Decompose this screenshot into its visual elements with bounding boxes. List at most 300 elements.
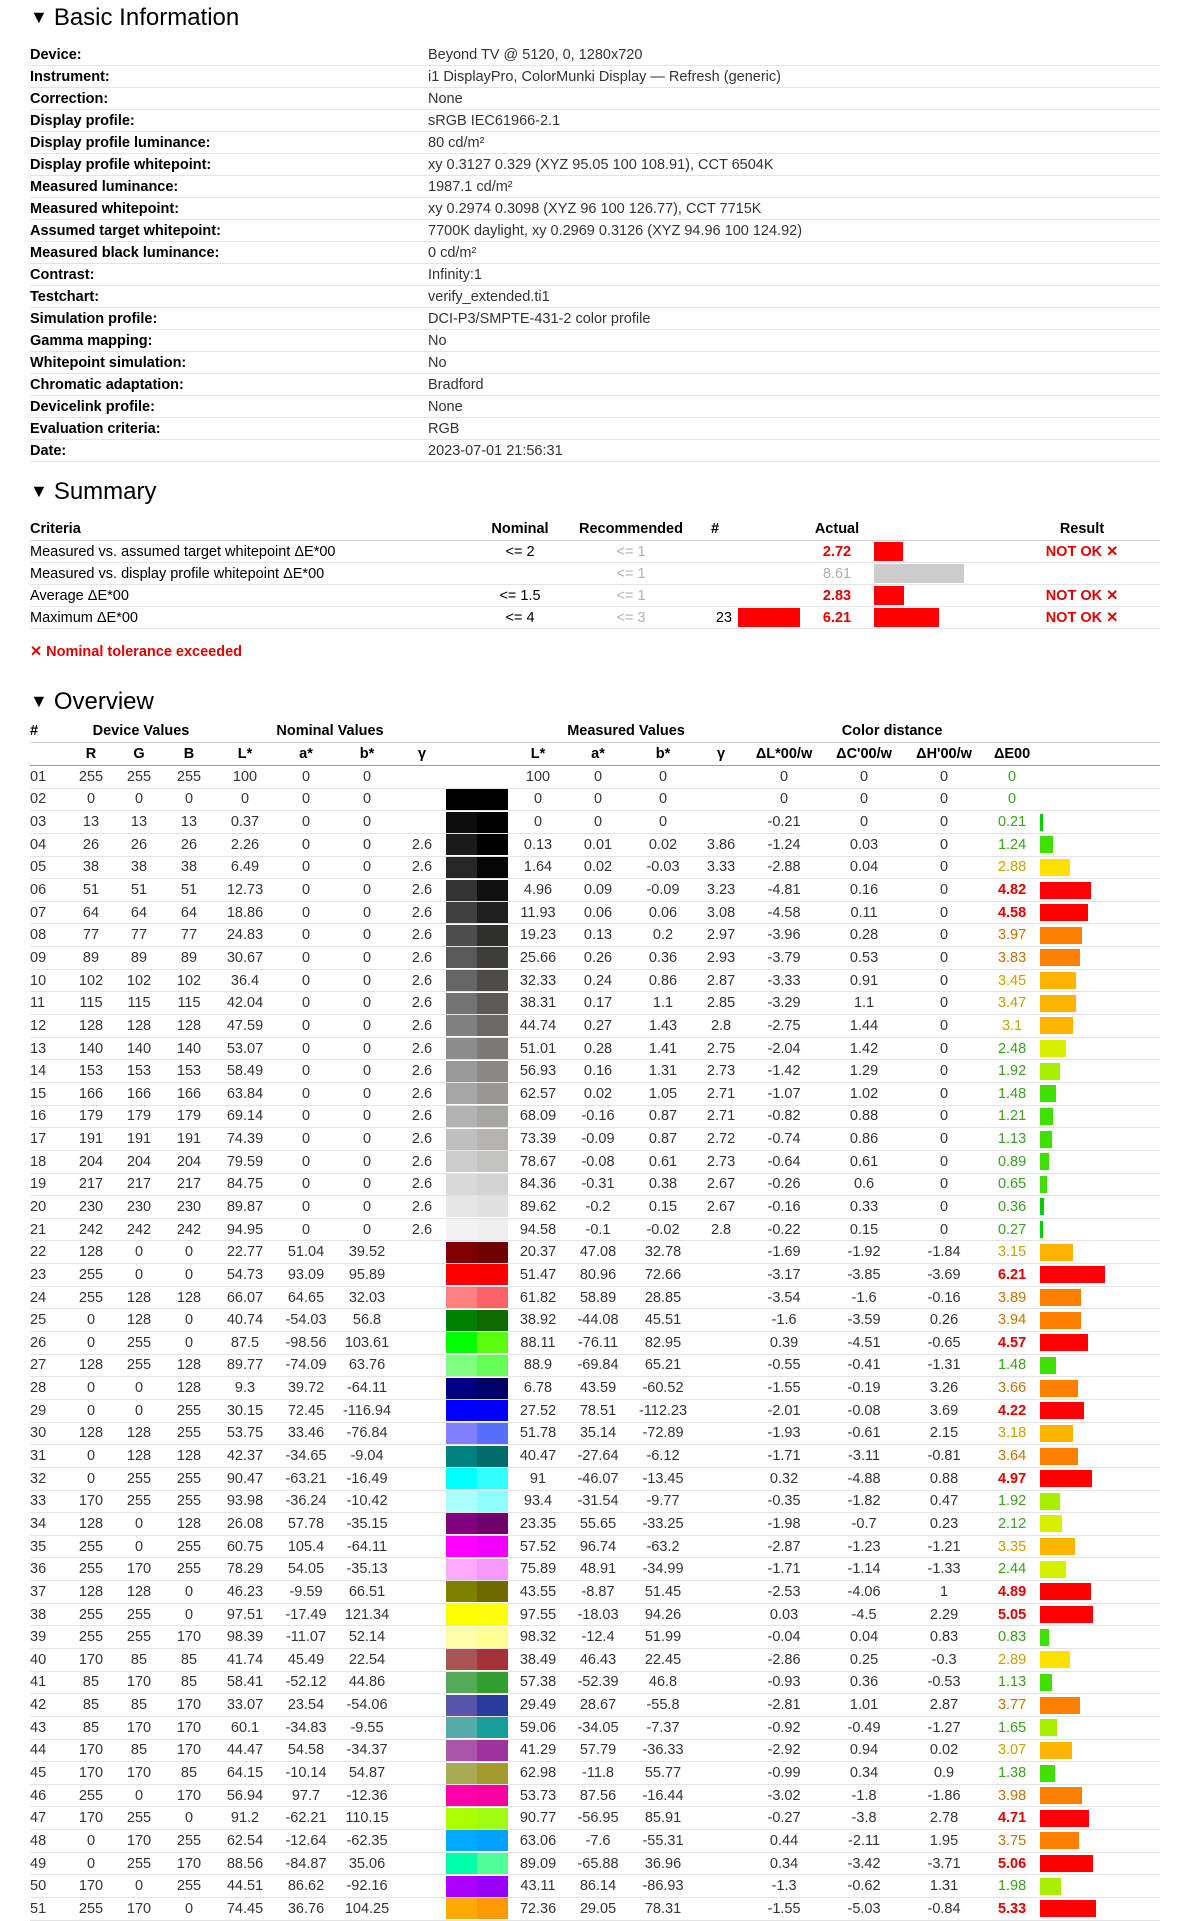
table-cell: 0.15: [824, 1218, 904, 1241]
table-cell: 0: [276, 1128, 336, 1151]
swatch-measured: [477, 1151, 508, 1172]
table-cell: -0.26: [744, 1173, 824, 1196]
table-cell: 74.39: [214, 1128, 276, 1151]
delta-e-value: 4.97: [984, 1467, 1040, 1490]
color-swatch: [446, 1762, 508, 1785]
table-row: [30, 1286, 1160, 1309]
table-cell: -0.08: [568, 1150, 628, 1173]
table-cell: 28.67: [568, 1694, 628, 1717]
swatch-nominal: [446, 1446, 477, 1467]
table-cell: 0: [568, 788, 628, 811]
table-cell: 0: [276, 1015, 336, 1038]
table-cell: 166: [114, 1082, 164, 1105]
table-cell: [698, 1309, 744, 1332]
table-cell: 59.06: [508, 1716, 568, 1739]
swatch-nominal: [446, 1581, 477, 1602]
color-swatch: [446, 1648, 508, 1671]
delta-e-bar-cell: [1040, 1037, 1160, 1060]
table-cell: [398, 1558, 446, 1581]
summary-heading[interactable]: [30, 478, 157, 506]
table-cell: 128: [68, 1354, 114, 1377]
table-cell: 58.49: [214, 1060, 276, 1083]
delta-e-value: 5.33: [984, 1898, 1040, 1921]
table-row: [30, 1671, 1160, 1694]
collapse-arrow-icon[interactable]: ▼: [30, 481, 48, 501]
table-cell: 95.89: [336, 1264, 398, 1287]
delta-e-value: 0.83: [984, 1626, 1040, 1649]
table-row: [30, 901, 1160, 924]
delta-e-bar-cell: [1040, 1445, 1160, 1468]
swatch-nominal: [446, 1242, 477, 1263]
swatch-measured: [477, 1378, 508, 1399]
delta-e-bar: [1040, 972, 1076, 989]
table-cell: -76.11: [568, 1332, 628, 1355]
delta-e-value: 3.98: [984, 1784, 1040, 1807]
row-index: 24: [30, 1286, 68, 1309]
table-cell: 1.44: [824, 1015, 904, 1038]
delta-e-bar: [1040, 1719, 1057, 1736]
summary-header-hash-bar: [738, 518, 800, 541]
table-cell: -6.12: [628, 1445, 698, 1468]
table-cell: 0: [276, 856, 336, 879]
table-cell: [398, 1671, 446, 1694]
table-cell: 2.93: [698, 947, 744, 970]
table-cell: [698, 1490, 744, 1513]
table-cell: 170: [164, 1852, 214, 1875]
table-cell: 96.74: [568, 1535, 628, 1558]
delta-e-bar-cell: [1040, 1762, 1160, 1785]
swatch-pair: [446, 1106, 508, 1127]
table-cell: [398, 1830, 446, 1853]
table-cell: [398, 1852, 446, 1875]
table-cell: 38: [68, 856, 114, 879]
table-cell: -10.14: [276, 1762, 336, 1785]
table-cell: -3.69: [904, 1264, 984, 1287]
table-cell: 40.74: [214, 1309, 276, 1332]
table-cell: 0: [904, 969, 984, 992]
summary-recommended: <= 1: [570, 563, 692, 585]
overview-header-bar: [1040, 720, 1160, 743]
table-cell: 115: [68, 992, 114, 1015]
color-swatch: [446, 1082, 508, 1105]
delta-e-bar-cell: [1040, 811, 1160, 834]
table-cell: -1.92: [824, 1241, 904, 1264]
collapse-arrow-icon[interactable]: ▼: [30, 7, 48, 27]
table-cell: 0: [904, 992, 984, 1015]
table-row: [30, 1875, 1160, 1898]
delta-e-value: 2.88: [984, 856, 1040, 879]
delta-e-bar: [1040, 1538, 1075, 1555]
delta-e-value: 3.45: [984, 969, 1040, 992]
table-cell: 128: [114, 1286, 164, 1309]
table-cell: [698, 1875, 744, 1898]
table-cell: 255: [68, 1264, 114, 1287]
table-cell: -4.51: [824, 1332, 904, 1355]
table-cell: 170: [114, 1716, 164, 1739]
table-cell: 0.16: [568, 1060, 628, 1083]
swatch-nominal: [446, 1491, 477, 1512]
table-cell: 128: [68, 1241, 114, 1264]
table-cell: 2.6: [398, 1218, 446, 1241]
table-cell: 0: [628, 766, 698, 789]
table-cell: [398, 1648, 446, 1671]
delta-e-value: 1.48: [984, 1082, 1040, 1105]
delta-e-value: 1.65: [984, 1716, 1040, 1739]
table-cell: -4.5: [824, 1603, 904, 1626]
table-cell: -13.45: [628, 1467, 698, 1490]
table-cell: 0: [276, 969, 336, 992]
swatch-nominal: [446, 1808, 477, 1829]
table-cell: [698, 1445, 744, 1468]
table-cell: 0: [336, 1128, 398, 1151]
table-cell: 0: [276, 947, 336, 970]
table-cell: [398, 811, 446, 834]
summary-result: NOT OK ✕: [1004, 585, 1160, 607]
col-header-r: R: [68, 743, 114, 766]
swatch-measured: [477, 1174, 508, 1195]
table-cell: 54.87: [336, 1762, 398, 1785]
color-swatch: [446, 992, 508, 1015]
table-cell: -69.84: [568, 1354, 628, 1377]
table-row: [30, 1852, 1160, 1875]
delta-e-bar-cell: [1040, 1128, 1160, 1151]
table-cell: -31.54: [568, 1490, 628, 1513]
table-cell: 0.25: [824, 1648, 904, 1671]
table-cell: 0: [568, 811, 628, 834]
table-cell: 255: [164, 1399, 214, 1422]
color-swatch: [446, 1105, 508, 1128]
delta-e-bar: [1040, 1085, 1055, 1102]
info-label: Measured whitepoint:: [30, 198, 428, 220]
table-cell: [698, 1422, 744, 1445]
info-label: Gamma mapping:: [30, 330, 428, 352]
table-cell: 32.33: [508, 969, 568, 992]
table-cell: 0: [68, 1399, 114, 1422]
swatch-nominal: [446, 1830, 477, 1851]
table-cell: 128: [68, 1015, 114, 1038]
summary-actual-bar: [874, 564, 964, 583]
table-cell: -10.42: [336, 1490, 398, 1513]
table-cell: 110.15: [336, 1807, 398, 1830]
table-cell: 89: [164, 947, 214, 970]
color-swatch: [446, 1264, 508, 1287]
table-cell: [698, 1286, 744, 1309]
delta-e-value: 3.1: [984, 1015, 1040, 1038]
table-cell: 170: [164, 1694, 214, 1717]
table-cell: 88.9: [508, 1354, 568, 1377]
table-cell: 89.62: [508, 1196, 568, 1219]
table-cell: 0.06: [628, 901, 698, 924]
table-cell: -1.6: [744, 1309, 824, 1332]
table-cell: 0: [68, 1467, 114, 1490]
swatch-pair: [446, 1627, 508, 1648]
table-cell: 0.24: [568, 969, 628, 992]
swatch-pair: [446, 1242, 508, 1263]
table-cell: 217: [164, 1173, 214, 1196]
table-row: [30, 1196, 1160, 1219]
table-cell: 52.14: [336, 1626, 398, 1649]
table-cell: [398, 1581, 446, 1604]
table-cell: -2.81: [744, 1694, 824, 1717]
table-cell: 2.87: [904, 1694, 984, 1717]
swatch-nominal: [446, 789, 477, 810]
table-cell: 255: [164, 1875, 214, 1898]
summary-header-recommended: Recommended: [570, 518, 692, 541]
table-cell: 41.74: [214, 1648, 276, 1671]
table-cell: [698, 1716, 744, 1739]
table-cell: 230: [114, 1196, 164, 1219]
table-cell: 255: [114, 1807, 164, 1830]
table-cell: 93.4: [508, 1490, 568, 1513]
table-cell: 3.08: [698, 901, 744, 924]
color-swatch: [446, 1354, 508, 1377]
col-header-dh: ΔH'00/w: [904, 743, 984, 766]
col-header-meas-l: L*: [508, 743, 568, 766]
table-cell: [698, 1467, 744, 1490]
overview-header-distance: Color distance: [744, 720, 1040, 743]
collapse-arrow-icon[interactable]: ▼: [30, 691, 48, 711]
table-cell: 46.23: [214, 1581, 276, 1604]
table-cell: 0: [68, 1830, 114, 1853]
table-cell: 3.69: [904, 1399, 984, 1422]
table-cell: -98.56: [276, 1332, 336, 1355]
table-cell: 2.6: [398, 924, 446, 947]
table-cell: 57.38: [508, 1671, 568, 1694]
table-cell: [698, 1762, 744, 1785]
table-cell: 0: [904, 901, 984, 924]
swatch-nominal: [446, 812, 477, 833]
swatch-pair: [446, 1310, 508, 1331]
info-label: Testchart:: [30, 286, 428, 308]
table-cell: [398, 1309, 446, 1332]
delta-e-value: 0.21: [984, 811, 1040, 834]
row-index: 48: [30, 1830, 68, 1853]
table-cell: 97.55: [508, 1603, 568, 1626]
table-cell: 58.41: [214, 1671, 276, 1694]
table-cell: -0.84: [904, 1898, 984, 1921]
table-row: [30, 1241, 1160, 1264]
table-cell: 32.78: [628, 1241, 698, 1264]
table-row: [30, 1513, 1160, 1536]
table-cell: -0.53: [904, 1671, 984, 1694]
table-cell: 65.21: [628, 1354, 698, 1377]
table-cell: -2.04: [744, 1037, 824, 1060]
table-cell: 0: [904, 1150, 984, 1173]
table-cell: 2.73: [698, 1060, 744, 1083]
overview-header-device: Device Values: [68, 720, 214, 743]
delta-e-value: 5.06: [984, 1852, 1040, 1875]
swatch-measured: [477, 1808, 508, 1829]
summary-table: [30, 518, 1160, 629]
summary-hash-bar-cell: [738, 607, 800, 629]
swatch-nominal: [446, 1649, 477, 1670]
table-cell: 32.03: [336, 1286, 398, 1309]
table-cell: 85: [114, 1739, 164, 1762]
table-cell: -55.31: [628, 1830, 698, 1853]
table-cell: 55.77: [628, 1762, 698, 1785]
table-cell: 103.61: [336, 1332, 398, 1355]
table-cell: 0: [336, 969, 398, 992]
table-cell: 0: [336, 856, 398, 879]
color-swatch: [446, 1513, 508, 1536]
table-cell: 255: [68, 766, 114, 789]
table-cell: 242: [68, 1218, 114, 1241]
table-cell: 93.09: [276, 1264, 336, 1287]
table-cell: 0: [508, 811, 568, 834]
info-value: 7700K daylight, xy 0.2969 0.3126 (XYZ 94.96 100 124.92): [428, 220, 1160, 242]
info-label: Date:: [30, 440, 428, 462]
swatch-measured: [477, 1355, 508, 1376]
info-label: Measured luminance:: [30, 176, 428, 198]
table-cell: -34.83: [276, 1716, 336, 1739]
basic-info-table: [30, 44, 1160, 462]
table-cell: 78.31: [628, 1898, 698, 1921]
table-cell: [698, 1558, 744, 1581]
table-cell: 128: [114, 1581, 164, 1604]
swatch-measured: [477, 1264, 508, 1285]
delta-e-bar: [1040, 1832, 1079, 1849]
table-cell: 0: [336, 1015, 398, 1038]
table-cell: 2.6: [398, 1037, 446, 1060]
swatch-pair: [446, 1853, 508, 1874]
table-cell: 0: [114, 788, 164, 811]
swatch-pair: [446, 970, 508, 991]
overview-heading[interactable]: [30, 688, 154, 716]
table-cell: [698, 1332, 744, 1355]
swatch-nominal: [446, 1672, 477, 1693]
table-cell: 128: [114, 1015, 164, 1038]
delta-e-bar-cell: [1040, 1513, 1160, 1536]
table-cell: [398, 1286, 446, 1309]
table-row: [30, 1648, 1160, 1671]
table-cell: 255: [114, 1852, 164, 1875]
table-row: [30, 1535, 1160, 1558]
table-row: [30, 1694, 1160, 1717]
delta-e-bar-cell: [1040, 1716, 1160, 1739]
swatch-pair: [446, 1378, 508, 1399]
table-cell: 56.93: [508, 1060, 568, 1083]
table-cell: 0.47: [904, 1490, 984, 1513]
table-cell: 1.29: [824, 1060, 904, 1083]
swatch-nominal: [446, 947, 477, 968]
table-cell: -5.03: [824, 1898, 904, 1921]
table-cell: [698, 1264, 744, 1287]
info-row: [30, 418, 1160, 440]
delta-e-value: 5.05: [984, 1603, 1040, 1626]
col-header-de: ΔE00: [984, 743, 1040, 766]
table-cell: -2.53: [744, 1581, 824, 1604]
basic-info-heading[interactable]: [30, 4, 239, 32]
table-cell: 217: [68, 1173, 114, 1196]
delta-e-value: 1.92: [984, 1060, 1040, 1083]
table-cell: 242: [164, 1218, 214, 1241]
table-cell: 42.04: [214, 992, 276, 1015]
table-cell: 0: [164, 1309, 214, 1332]
swatch-measured: [477, 857, 508, 878]
delta-e-value: 0.65: [984, 1173, 1040, 1196]
table-cell: 255: [68, 1603, 114, 1626]
swatch-nominal: [446, 1174, 477, 1195]
swatch-measured: [477, 1242, 508, 1263]
table-cell: 0.6: [824, 1173, 904, 1196]
table-cell: -1.42: [744, 1060, 824, 1083]
table-cell: 54.73: [214, 1264, 276, 1287]
table-row: [30, 1354, 1160, 1377]
table-cell: 78.51: [568, 1399, 628, 1422]
table-cell: 170: [68, 1648, 114, 1671]
delta-e-bar-cell: [1040, 1875, 1160, 1898]
table-cell: 78.67: [508, 1150, 568, 1173]
color-swatch: [446, 1535, 508, 1558]
table-cell: -9.59: [276, 1581, 336, 1604]
table-cell: 51.78: [508, 1422, 568, 1445]
swatch-nominal: [446, 925, 477, 946]
table-cell: -0.61: [824, 1422, 904, 1445]
table-cell: 170: [68, 1490, 114, 1513]
table-cell: 77: [68, 924, 114, 947]
table-cell: -72.89: [628, 1422, 698, 1445]
delta-e-value: 1.98: [984, 1875, 1040, 1898]
info-label: Device:: [30, 44, 428, 66]
table-cell: [398, 1875, 446, 1898]
table-cell: 170: [68, 1762, 114, 1785]
table-cell: -1.31: [904, 1354, 984, 1377]
table-cell: 44.51: [214, 1875, 276, 1898]
delta-e-bar-cell: [1040, 1060, 1160, 1083]
swatch-pair: [446, 1151, 508, 1172]
table-cell: [398, 1807, 446, 1830]
table-cell: [698, 1241, 744, 1264]
table-cell: 33.46: [276, 1422, 336, 1445]
info-value: xy 0.2974 0.3098 (XYZ 96 100 126.77), CCT 7715K: [428, 198, 1160, 220]
info-value: i1 DisplayPro, ColorMunki Display — Refresh (generic): [428, 66, 1160, 88]
table-cell: 29.05: [568, 1898, 628, 1921]
col-header-dl: ΔL*00/w: [744, 743, 824, 766]
table-cell: 170: [114, 1898, 164, 1921]
table-cell: 0: [114, 1399, 164, 1422]
table-cell: 0: [164, 788, 214, 811]
summary-hash: [692, 541, 738, 563]
delta-e-bar-cell: [1040, 1467, 1160, 1490]
table-cell: 0: [68, 1332, 114, 1355]
delta-e-bar: [1040, 1855, 1093, 1872]
table-cell: 255: [164, 766, 214, 789]
table-cell: 64: [114, 901, 164, 924]
table-cell: 0: [336, 879, 398, 902]
table-cell: -9.55: [336, 1716, 398, 1739]
table-cell: 0: [276, 1082, 336, 1105]
table-cell: -1.23: [824, 1535, 904, 1558]
swatch-nominal: [446, 1310, 477, 1331]
delta-e-bar-cell: [1040, 1648, 1160, 1671]
table-cell: -8.87: [568, 1581, 628, 1604]
table-cell: 2.8: [698, 1015, 744, 1038]
table-row: [30, 1015, 1160, 1038]
table-cell: -46.07: [568, 1467, 628, 1490]
table-cell: 26.08: [214, 1513, 276, 1536]
table-row: [30, 947, 1160, 970]
row-index: 23: [30, 1264, 68, 1287]
summary-hash: [692, 563, 738, 585]
table-cell: -3.8: [824, 1807, 904, 1830]
table-cell: -0.1: [568, 1218, 628, 1241]
table-cell: 88.11: [508, 1332, 568, 1355]
table-cell: 51.47: [508, 1264, 568, 1287]
table-cell: 0.13: [568, 924, 628, 947]
table-cell: 0.16: [824, 879, 904, 902]
delta-e-bar: [1040, 1334, 1088, 1351]
table-cell: 2.71: [698, 1105, 744, 1128]
